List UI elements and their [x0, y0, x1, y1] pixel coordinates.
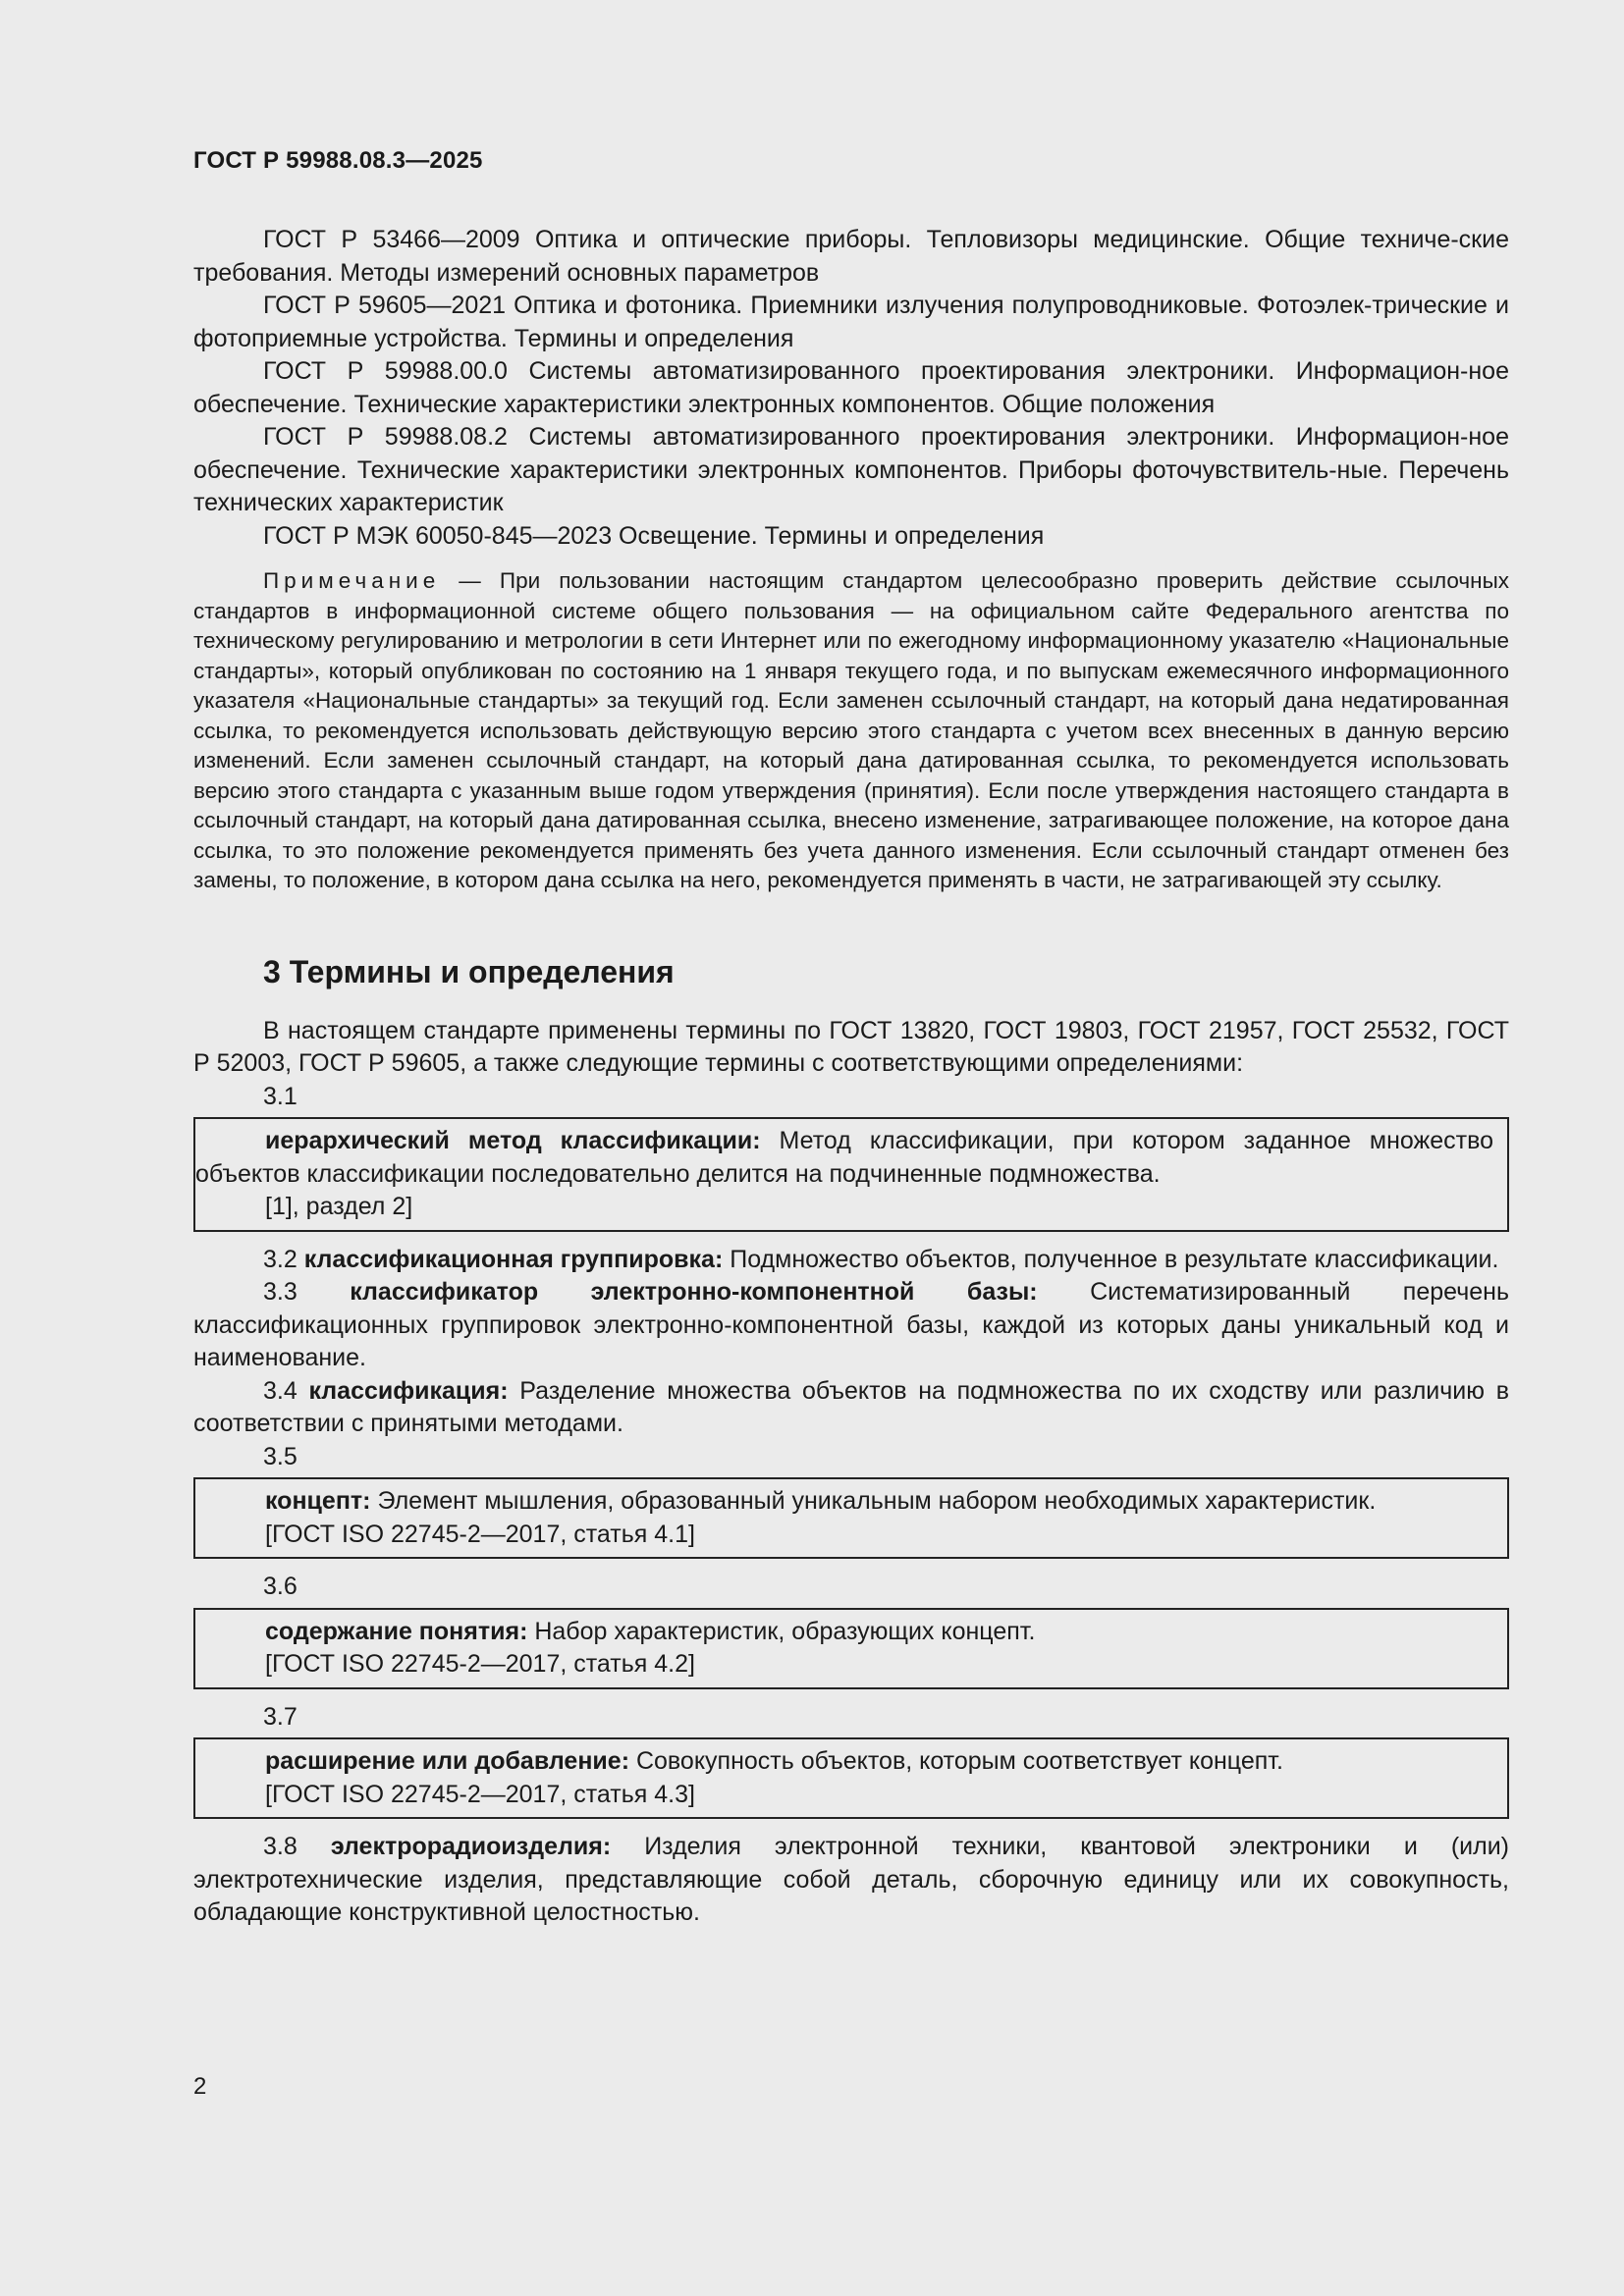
term-definition	[195, 1616, 1507, 1649]
note-text: При пользовании настоящим стандартом целесообразно проверить действие ссылочных стандартов в информационной системе общего пользования — на официальном сайте Федерального агентства по техническому регулированию и метрологии в сети Интернет или по ежегодному информационному указателю «Национальные стандарты», который опубликован по состоянию на 1 января текущего года, и по выпускам ежемесячного информационного указателя «Национальные стандарты» за текущий год. Если заменен ссылочный стандарт, на который дана недатированная ссылка, то рекомендуется использовать действующую версию этого стандарта с учетом всех внесенных в данную версию изменений. Если заменен ссылочный стандарт, на который дана датированная ссылка, то рекомендуется использовать версию этого стандарта с указанным выше годом утверждения (принятия). Если после утверждения настоящего стандарта в ссылочный стандарт, на который дана датированная ссылка, внесено изменение, затрагивающее положение, на которое дана ссылка, то это положение рекомендуется применять без учета данного изменения. Если ссылочный стандарт отменен без замены, то положение, в котором дана ссылка на него, рекомендуется применять в части, не затрагивающей эту ссылку.	[193, 568, 1509, 892]
term-box-3-7	[193, 1737, 1509, 1819]
term-def: Элемент мышления, образованный уникальным набором необходимых характеристик.	[370, 1487, 1377, 1515]
term-def: Разделение множества объектов на подмножества по их сходству или различию в соответствии с принятыми методами.	[193, 1376, 1509, 1437]
term-name: концепт:	[265, 1487, 371, 1515]
term-definition	[195, 1745, 1507, 1779]
term-number: 3.4	[263, 1376, 298, 1405]
term-box-3-1	[193, 1117, 1509, 1232]
reference-item: ГОСТ Р МЭК 60050-845—2023 Освещение. Термины и определения	[263, 521, 1045, 550]
term-source: [1], раздел 2]	[265, 1193, 413, 1220]
term-name: расширение или добавление:	[265, 1747, 630, 1775]
term-number: 3.1	[263, 1082, 298, 1110]
reference-item: ГОСТ Р 59605—2021 Оптика и фотоника. Приемники излучения полупроводниковые. Фотоэлек-трические и фотоприемные устройства. Термины и определения	[193, 292, 1509, 352]
term-number: 3.3	[263, 1278, 298, 1306]
term-3-2	[193, 1244, 1509, 1277]
reference-item: ГОСТ Р 53466—2009 Оптика и оптические приборы. Тепловизоры медицинские. Общие техниче-ские требования. Методы измерений основных параметров	[193, 226, 1509, 287]
page-content	[193, 224, 1509, 1930]
term-source: [ГОСТ ISO 22745-2—2017, статья 4.2]	[265, 1650, 695, 1678]
term-number: 3.6	[263, 1573, 298, 1600]
term-source: [ГОСТ ISO 22745-2—2017, статья 4.1]	[265, 1520, 695, 1548]
term-def: Систематизированный перечень классификационных группировок электронно-компонентной базы, каждой из которых даны уникальный код и наименование.	[193, 1278, 1509, 1371]
term-number: 3.7	[263, 1702, 298, 1731]
page-number: 2	[193, 2073, 207, 2100]
term-3-4	[193, 1375, 1509, 1441]
term-name: классификационная группировка:	[303, 1245, 724, 1273]
note-label: Примечание	[263, 568, 441, 593]
term-name: классификатор электронно-компонентной базы:	[350, 1278, 1038, 1306]
term-def: Подмножество объектов, полученное в результате классификации.	[723, 1245, 1499, 1273]
document-header: ГОСТ Р 59988.08.3—2025	[193, 147, 483, 174]
term-definition	[195, 1485, 1507, 1519]
section-intro: В настоящем стандарте применены термины по ГОСТ 13820, ГОСТ 19803, ГОСТ 21957, ГОСТ 25532, ГОСТ Р 52003, ГОСТ Р 59605, а также следующие термины с соответствующими определениями:	[193, 1016, 1509, 1077]
term-number: 3.2	[263, 1245, 298, 1273]
term-number: 3.8	[263, 1833, 298, 1860]
reference-item: ГОСТ Р 59988.00.0 Системы автоматизированного проектирования электроники. Информацион-ное обеспечение. Технические характеристики электронных компонентов. Общие положения	[193, 357, 1509, 418]
term-box-3-5	[193, 1477, 1509, 1559]
note-dash: —	[440, 568, 500, 593]
term-number: 3.5	[263, 1442, 298, 1470]
term-name: содержание понятия:	[265, 1617, 528, 1645]
reference-note	[193, 566, 1509, 896]
term-def: Изделия электронной техники, квантовой электроники и (или) электротехнические изделия, представляющие собой деталь, сборочную единицу или их совокупность, обладающие конструктивной целостностью.	[193, 1833, 1509, 1926]
term-box-3-6	[193, 1608, 1509, 1689]
term-name: электрорадиоизделия:	[330, 1833, 612, 1860]
term-name: иерархический метод классификации:	[265, 1127, 761, 1154]
term-source: [ГОСТ ISO 22745-2—2017, статья 4.3]	[265, 1780, 695, 1808]
term-def: Набор характеристик, образующих концепт.	[527, 1617, 1036, 1645]
term-definition	[195, 1125, 1507, 1191]
reference-item: ГОСТ Р 59988.08.2 Системы автоматизированного проектирования электроники. Информацион-ное обеспечение. Технические характеристики электронных компонентов. Приборы фоточувствитель-ные. Перечень технических характеристик	[193, 423, 1509, 516]
section-title: 3 Термины и определения	[263, 953, 675, 989]
term-name: классификация:	[308, 1376, 509, 1405]
term-3-3	[193, 1276, 1509, 1375]
term-def: Совокупность объектов, которым соответствует концепт.	[629, 1747, 1283, 1775]
term-def: Метод классификации, при котором заданное множество объектов классификации последовательно делится на подчиненные подмножества.	[195, 1127, 1493, 1188]
term-3-8	[193, 1831, 1509, 1930]
